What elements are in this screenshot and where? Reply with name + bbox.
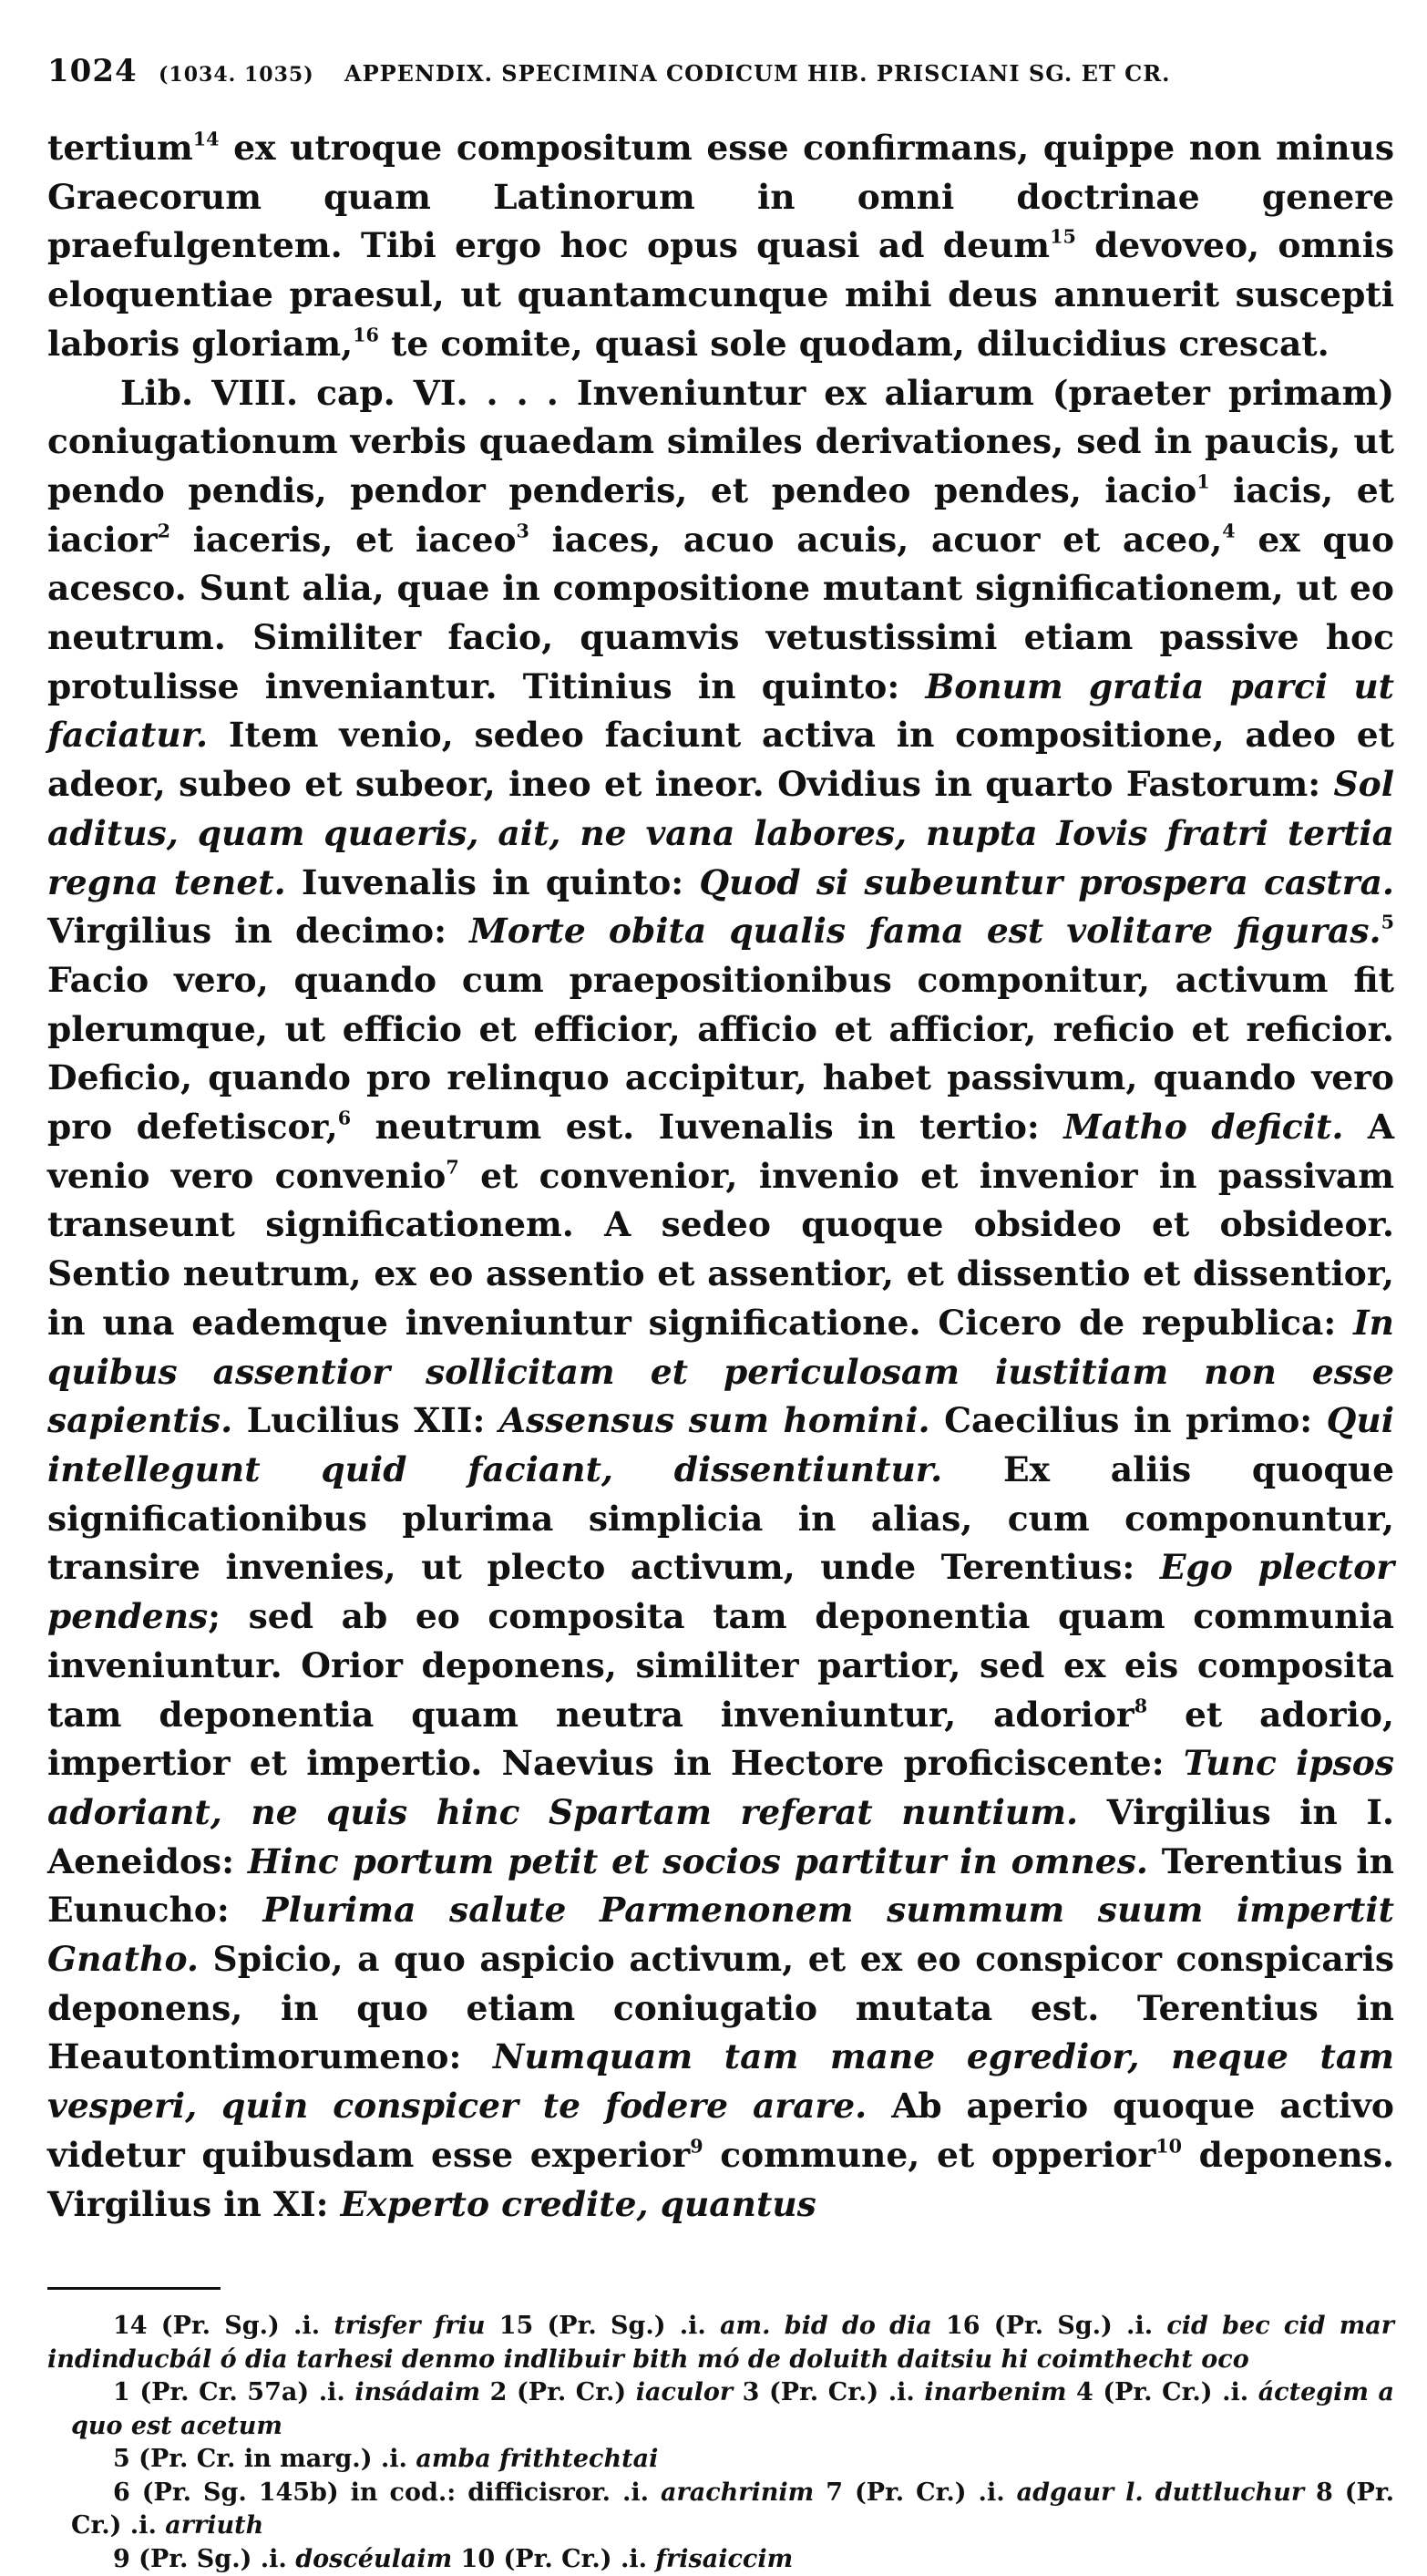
footnote-line (47, 2310, 1394, 2376)
italic-quotation: áctegim a quo est acetum (71, 2378, 1395, 2440)
text-run: ex quo acesco. Sunt alia, quae in compositione mutant significationem, ut eo neutrum. Similiter facio, quamvis vetustissimi etiam passive hoc protulisse inveniantur. Titinius in quinto: (47, 519, 1395, 706)
text-run: iaces, acuo acuis, acuor et aceo, (529, 519, 1223, 560)
italic-quotation: Bonum gratia parci ut faciatur. (47, 665, 1395, 756)
text-run: ; sed ab eo composita tam deponentia quam communia inveniuntur. Orior deponens, similiter partior, sed ex eis composita tam deponentia quam neutra inveniuntur, adorior (47, 1596, 1394, 1735)
paragraph-1 (47, 124, 1394, 369)
italic-quotation: Morte obita qualis fama est volitare figuras. (469, 911, 1381, 952)
footnote-ref: 15 (1050, 225, 1076, 248)
page-number: 1024 (47, 53, 138, 89)
italic-quotation: doscéulaim (295, 2544, 453, 2573)
footnote-ref: 2 (157, 520, 171, 542)
text-run: Iuvenalis in quinto: (285, 861, 700, 902)
footnote-rule (47, 2287, 221, 2290)
footnote-ref: 10 (1155, 2135, 1183, 2158)
text-run: tertium (47, 128, 193, 168)
footnote-ref: 5 (1381, 911, 1394, 933)
italic-quotation: insádaim (354, 2378, 481, 2407)
text-run: 7 (Pr. Cr.) .i. (814, 2478, 1017, 2507)
italic-quotation: Qui intellegunt quid faciant, dissentiuntur. (47, 1400, 1395, 1489)
italic-quotation: Ego plector pendens (47, 1547, 1395, 1637)
text-run: deponens. Virgilius in XI: (47, 2134, 1394, 2224)
text-run: Item venio, sedeo faciunt activa in compositione, adeo et adeor, subeo et subeor, ineo et ineor. Ovidius in quarto Fastorum: (47, 715, 1394, 805)
text-run: 5 (Pr. Cr. in marg.) .i. (113, 2445, 416, 2474)
text-run: 15 (Pr. Sg.) .i. (485, 2312, 721, 2341)
text-run: Lucilius XII: (232, 1400, 499, 1441)
footnote-line (47, 2376, 1394, 2443)
footnote-ref: 1 (1196, 470, 1210, 493)
footnote-line (47, 2443, 1394, 2477)
text-run: Lib. VIII. cap. VI. . . . Inveniuntur ex aliarum (praeter primam) coniugationum verbis quaedam similes derivationes, sed in paucis, ut pendo pendis, pendor penderis, et pendeo pendes, iacio (47, 372, 1394, 510)
text-run: iacis, et iacior (47, 469, 1394, 560)
text-run: A venio vero convenio (47, 1107, 1394, 1196)
text-run: 6 (Pr. Sg. 145b) in cod.: difficisror. .i. (113, 2478, 662, 2507)
footnote-ref: 8 (1134, 1695, 1148, 1716)
text-run: te comite, quasi sole quodam, dilucidius crescat. (378, 323, 1329, 364)
italic-quotation: Experto credite, quantus (340, 2183, 816, 2224)
footnote-ref: 16 (353, 324, 379, 346)
footnote-ref: 14 (192, 128, 220, 150)
italic-quotation: Tunc ipsos adoriant, ne quis hinc Spartam referat nuntium. (47, 1743, 1394, 1832)
text-run: 9 (Pr. Sg.) .i. (113, 2544, 296, 2573)
italic-quotation: am. bid do dia (720, 2312, 932, 2341)
italic-quotation: Plurima salute Parmenonem summum suum impertit Gnatho. (47, 1890, 1394, 1980)
italic-quotation: In quibus assentior sollicitam et periculosam iustitiam non esse sapientis. (47, 1302, 1394, 1441)
text-run: Spicio, a quo aspicio activum, et ex eo conspicor conspicaris deponens, in quo etiam coniugatio mutata est. Terentius in Heautontimorumeno: (47, 1939, 1394, 2077)
page-refs: (1034. 1035) (159, 63, 314, 87)
footnote-ref: 9 (690, 2135, 703, 2158)
italic-quotation: cid bec cid mar indinducbál ó dia tarhesi denmo indlibuir bith mó de doluith daitsiu hi coimthecht oco (47, 2312, 1394, 2374)
text-run: Virgilius in decimo: (47, 911, 470, 952)
footnote-ref: 3 (516, 520, 529, 542)
italic-quotation: Numquam tam mane egredior, neque tam vesperi, quin conspicer te fodere arare. (47, 2036, 1394, 2127)
text-run: 4 (Pr. Cr.) .i. (1066, 2378, 1258, 2407)
text-run: devoveo, omnis eloquentiae praesul, ut quantamcunque mihi deus annuerit suscepti laboris gloriam, (47, 225, 1394, 364)
italic-quotation: arriuth (165, 2511, 264, 2540)
text-run: et convenior, invenio et invenior in passivam transeunt significationem. A sedeo quoque obsideo et obsideor. Sentio neutrum, ex eo assentio et assentior, et dissentio et dissentior, in una eademque inveniuntur significatione. Cicero de republica: (47, 1155, 1394, 1343)
text-run: neutrum est. Iuvenalis in tertio: (351, 1107, 1064, 1148)
text-run: ex utroque compositum esse confirmans, quippe non minus Graecorum quam Latinorum in omni doctrinae genere praefulgentem. Tibi ergo hoc opus quasi ad deum (47, 128, 1394, 266)
text-run: 2 (Pr. Cr.) (480, 2378, 636, 2407)
italic-quotation: amba frithtechtai (416, 2445, 659, 2474)
book-page (47, 53, 1394, 2576)
text-run: 14 (Pr. Sg.) .i. (113, 2312, 334, 2341)
italic-quotation: Assensus sum homini. (498, 1400, 930, 1441)
footnote-line (47, 2477, 1394, 2543)
italic-quotation: iaculor (635, 2378, 734, 2407)
text-run: Ex aliis quoque significationibus plurima simplicia in alias, cum componuntur, transire invenies, ut plecto activum, unde Terentius: (47, 1448, 1395, 1588)
italic-quotation: inarbenim (924, 2378, 1067, 2407)
text-run: Facio vero, quando cum praepositionibus componitur, activum fit plerumque, ut efficio et efficior, afficio et afficior, reficio et reficior. Deficio, quando pro relinquo accipitur, habet passivum, quando vero pro defetiscor, (47, 959, 1394, 1148)
italic-quotation: Sol aditus, quam quaeris, ait, ne vana labores, nupta Iovis fratri tertia regna tenet. (47, 764, 1394, 902)
text-run: 3 (Pr. Cr.) .i. (733, 2378, 925, 2407)
italic-quotation: Hinc portum petit et socios partitur in omnes. (247, 1840, 1148, 1881)
text-run: Virgilius in I. Aeneidos: (47, 1791, 1394, 1881)
italic-quotation: arachrinim (661, 2478, 815, 2507)
italic-quotation: adgaur l. duttluchur (1016, 2478, 1305, 2507)
main-text (47, 124, 1394, 2229)
running-title: APPENDIX. SPECIMINA CODICUM HIB. PRISCIANI SG. ET CR. (344, 60, 1171, 87)
text-run: Terentius in Eunucho: (47, 1840, 1394, 1931)
text-run: 8 (Pr. Cr.) .i. (71, 2478, 1394, 2540)
footnotes (47, 2310, 1394, 2576)
text-run: 16 (Pr. Sg.) .i. (931, 2312, 1167, 2341)
running-header (47, 53, 1394, 89)
footnote-ref: 7 (446, 1156, 459, 1179)
paragraph-2 (47, 369, 1394, 2230)
footnote-ref: 4 (1222, 520, 1236, 542)
text-run: iaceris, et iaceo (170, 519, 517, 560)
italic-quotation: frisaiccim (655, 2544, 794, 2573)
text-run: Ab aperio quoque activo videtur quibusdam esse experior (47, 2086, 1394, 2175)
italic-quotation: Matho deficit. (1063, 1107, 1344, 1148)
text-run: et adorio, impertior et impertio. Naevius in Hectore proficiscente: (47, 1694, 1395, 1784)
footnote-ref: 6 (337, 1107, 352, 1129)
italic-quotation: trisfer friu (334, 2312, 486, 2341)
text-run: Caecilius in primo: (929, 1400, 1327, 1441)
text-run: commune, et opperior (703, 2134, 1156, 2175)
italic-quotation: Quod si subeuntur prospera castra. (699, 861, 1395, 902)
text-run: 1 (Pr. Cr. 57a) .i. (113, 2378, 355, 2407)
footnote-line (47, 2543, 1394, 2576)
text-run: 10 (Pr. Cr.) .i. (452, 2544, 656, 2573)
